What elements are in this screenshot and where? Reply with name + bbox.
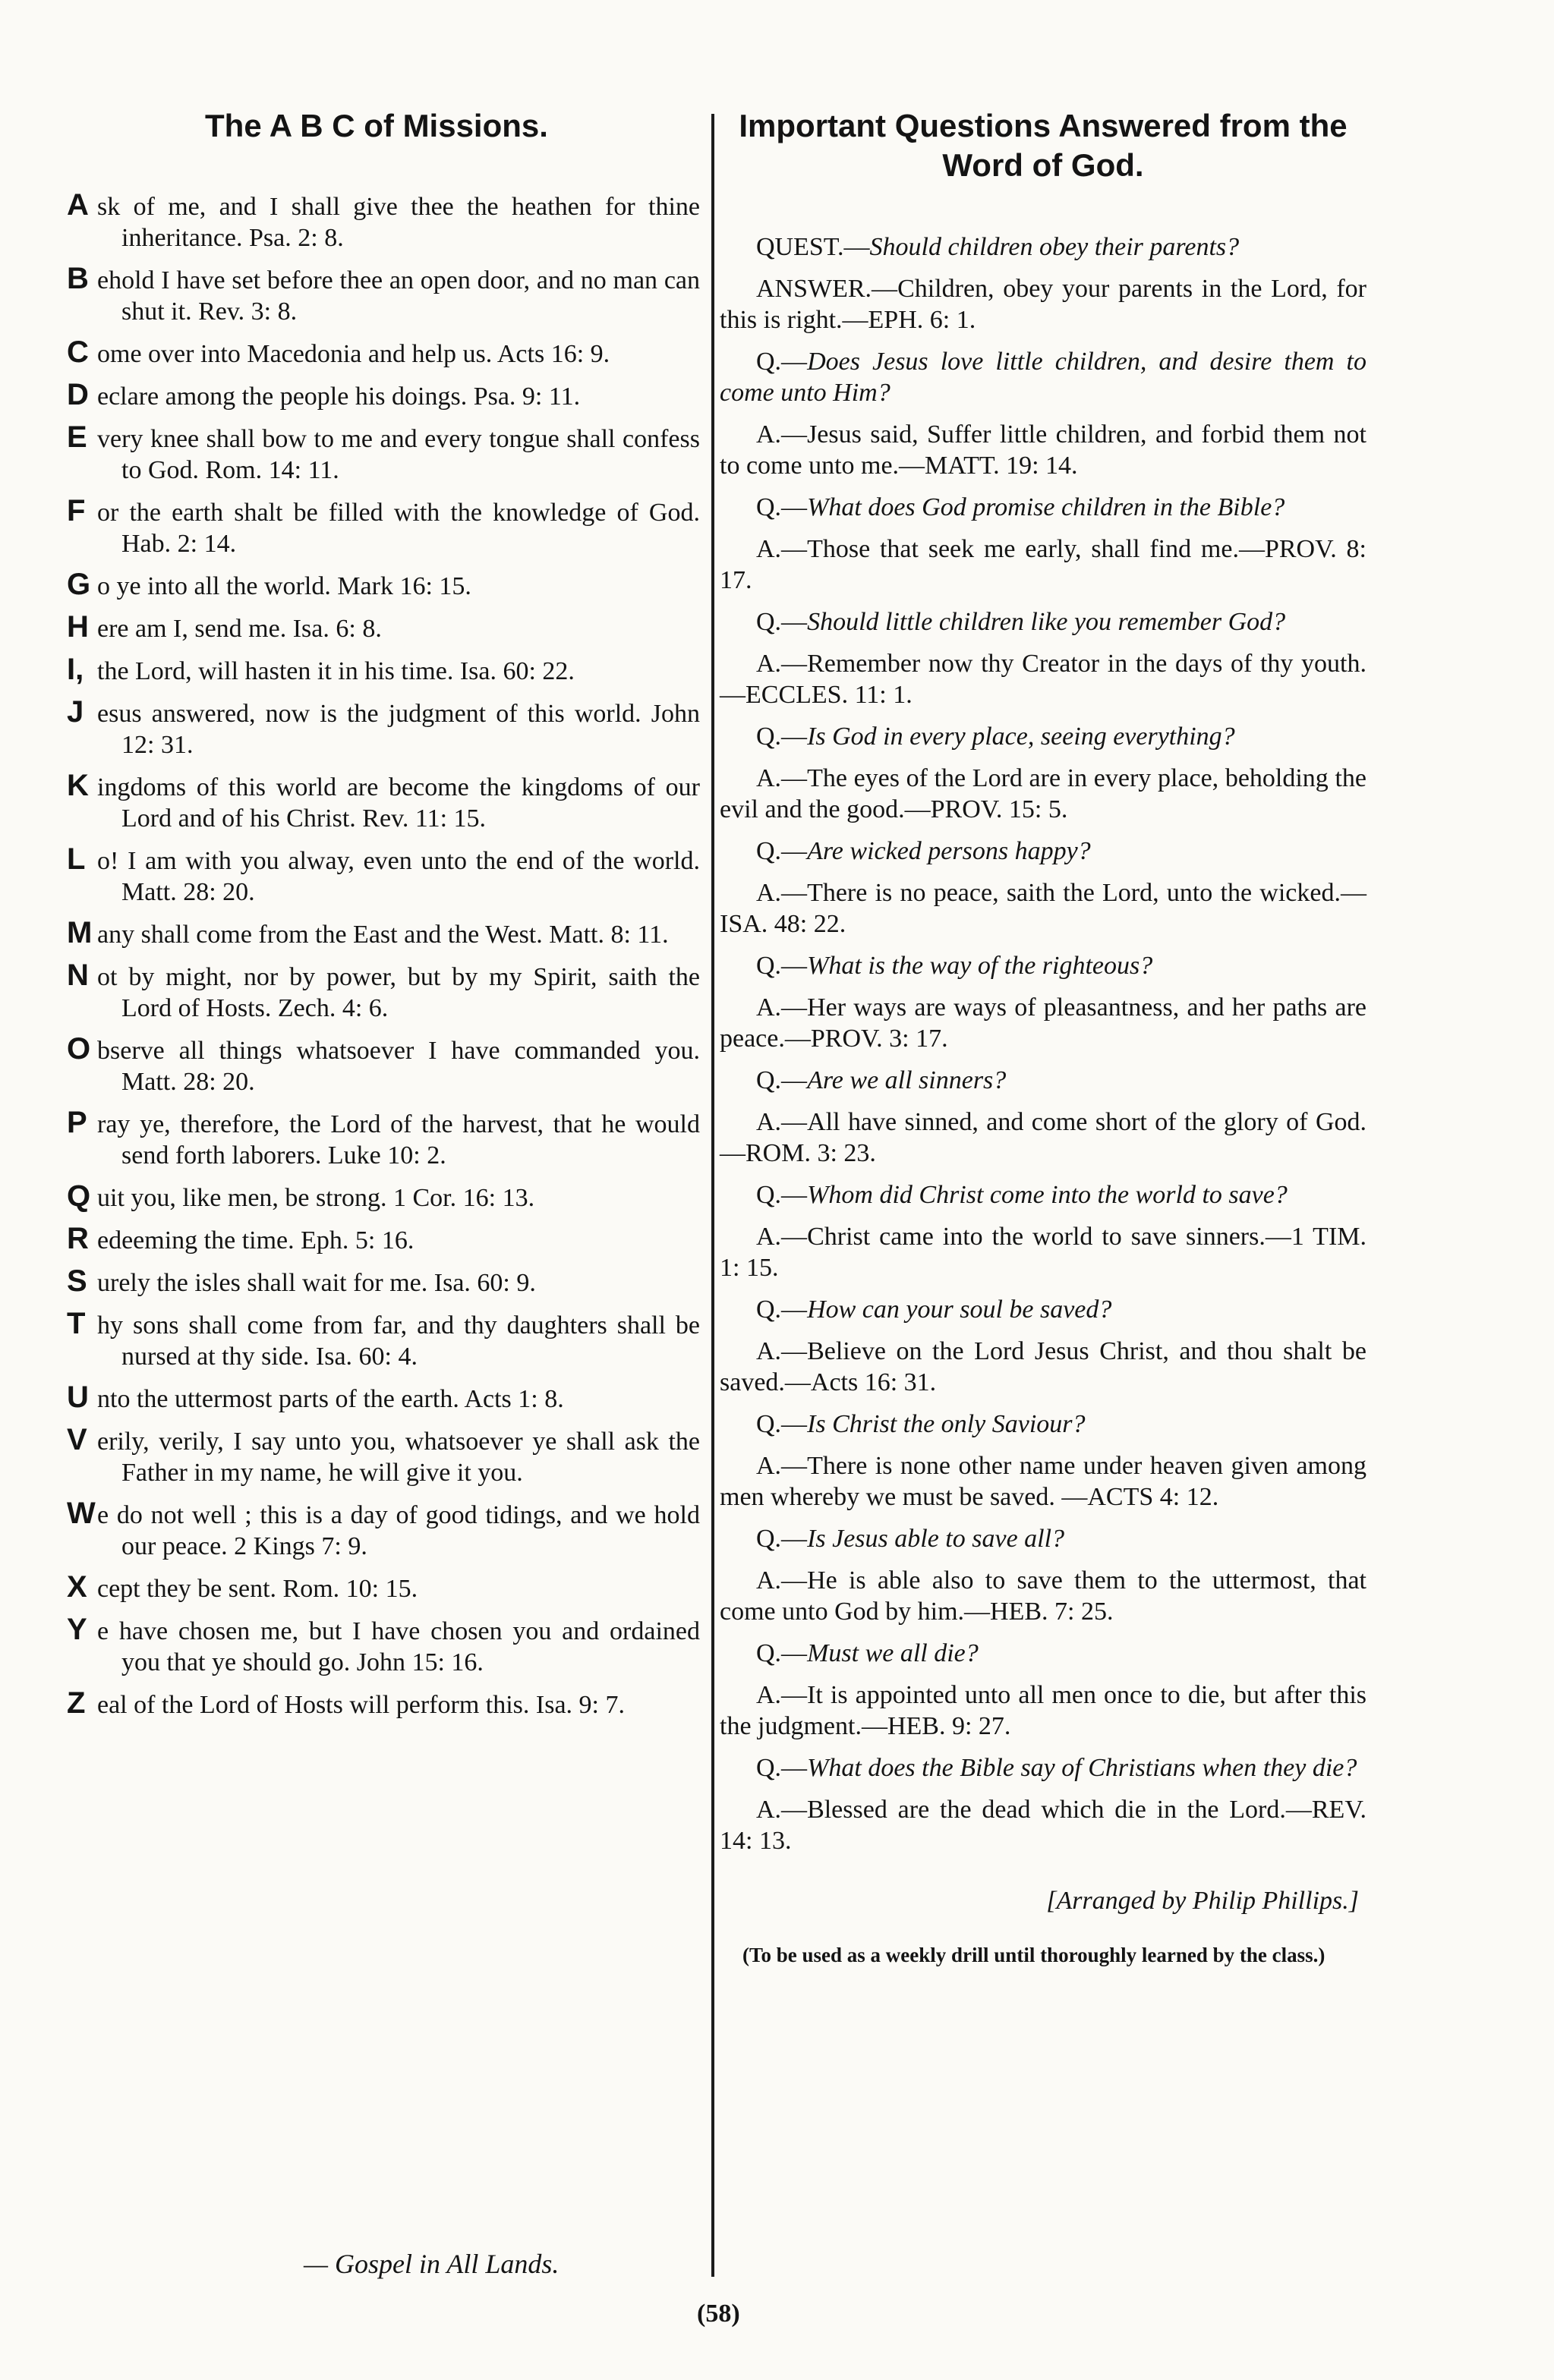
answer (720, 1565, 1366, 1627)
abc-entry-letter: Z (67, 1686, 86, 1720)
abc-entry-text: ot by might, nor by power, but by my Spirit, saith the Lord of Hosts. Zech. 4: 6. (97, 963, 700, 1022)
abc-entry (53, 1498, 700, 1562)
abc-entry (53, 263, 700, 327)
answer-text: He is able also to save them to the uttermost, that come unto God by him.—HEB. 7: 25. (720, 1566, 1366, 1626)
abc-entry (53, 1266, 700, 1299)
answer-text: Jesus said, Suffer little children, and forbid them not to come unto me.—MATT. 19: 14. (720, 420, 1366, 480)
question (720, 1065, 1366, 1096)
question-text: How can your soul be saved? (807, 1295, 1112, 1324)
abc-entry-text: any shall come from the East and the West. Matt. 8: 11. (97, 921, 669, 949)
question-text: What is the way of the righteous? (807, 952, 1153, 980)
abc-entry (53, 844, 700, 908)
answer (720, 1450, 1366, 1513)
question-prefix: Q.— (756, 493, 808, 521)
answer-text: Christ came into the world to save sinners.—1 TIM. 1: 15. (720, 1223, 1366, 1282)
abc-entry (53, 337, 700, 370)
answer-prefix: A.— (756, 650, 808, 678)
abc-entry-letter: L (67, 842, 86, 876)
abc-entry-text: hy sons shall come from far, and thy daughters shall be nursed at thy side. Isa. 60: 4. (97, 1311, 700, 1371)
abc-entry (53, 1223, 700, 1256)
abc-entry (53, 379, 700, 412)
page-number: (58) (697, 2300, 740, 2328)
column-divider (711, 114, 714, 2277)
abc-entry-letter: I, (67, 653, 84, 686)
abc-entry-text: ingdoms of this world are become the kingdoms of our Lord and of his Christ. Rev. 11: 15. (97, 773, 700, 833)
answer-text: There is none other name under heaven given among men whereby we must be saved. —ACTS 4: 12. (720, 1452, 1366, 1511)
answer-prefix: A.— (756, 764, 808, 792)
abc-entry (53, 960, 700, 1024)
abc-entry-letter: H (67, 610, 89, 644)
abc-entry (53, 190, 700, 253)
abc-entry-letter: W (67, 1497, 96, 1530)
question-prefix: QUEST.— (756, 233, 870, 261)
source-credit: — Gospel in All Lands. (304, 2249, 560, 2279)
answer (720, 273, 1366, 335)
answer-prefix: A.— (756, 1337, 808, 1365)
answer-prefix: A.— (756, 1796, 808, 1824)
question-text: Does Jesus love little children, and desire them to come unto Him? (720, 348, 1366, 407)
abc-entry-text: sk of me, and I shall give thee the heathen for thine inheritance. Psa. 2: 8. (97, 193, 700, 252)
question-prefix: Q.— (756, 1639, 808, 1667)
question (720, 231, 1366, 263)
abc-entry-text: uit you, like men, be strong. 1 Cor. 16: 13. (97, 1184, 535, 1212)
question (720, 721, 1366, 752)
answer (720, 534, 1366, 596)
answer (720, 877, 1366, 940)
arranged-by-attribution: [Arranged by Philip Phillips.] (1046, 1887, 1359, 1915)
question-text: Are we all sinners? (807, 1066, 1007, 1094)
question (720, 606, 1366, 638)
answer-text: All have sinned, and come short of the glory of God.—ROM. 3: 23. (720, 1108, 1366, 1167)
abc-entry (53, 1034, 700, 1097)
abc-entry-letter: O (67, 1032, 91, 1066)
abc-entry-letter: P (67, 1106, 87, 1139)
question (720, 1409, 1366, 1440)
abc-entry-letter: U (67, 1380, 89, 1414)
answer-prefix: ANSWER.— (756, 275, 898, 303)
answer (720, 1680, 1366, 1742)
question-answer-list (720, 231, 1366, 1856)
answer-prefix: A.— (756, 1452, 808, 1480)
abc-column-title: The A B C of Missions. (205, 108, 548, 143)
answer-text: It is appointed unto all men once to die, but after this the judgment.—HEB. 9: 27. (720, 1681, 1366, 1740)
abc-entry-text: e do not well ; this is a day of good tidings, and we hold our peace. 2 Kings 7: 9. (97, 1501, 700, 1560)
question-prefix: Q.— (756, 1181, 808, 1209)
abc-entry-text: erily, verily, I say unto you, whatsoever ye shall ask the Father in my name, he will give it you. (97, 1428, 700, 1487)
abc-entry-letter: G (67, 568, 91, 601)
abc-entry (53, 569, 700, 602)
question-prefix: Q.— (756, 1066, 808, 1094)
answer (720, 419, 1366, 481)
abc-entry-text: cept they be sent. Rom. 10: 15. (97, 1575, 418, 1603)
question (720, 1294, 1366, 1325)
abc-entry-letter: Q (67, 1179, 91, 1213)
abc-entry (53, 654, 700, 687)
answer-prefix: A.— (756, 420, 808, 449)
abc-entry-text: eclare among the people his doings. Psa. 9: 11. (97, 382, 581, 411)
abc-entry-text: nto the uttermost parts of the earth. Acts 1: 8. (97, 1385, 564, 1413)
answer (720, 648, 1366, 710)
answer-prefix: A.— (756, 1223, 808, 1251)
abc-of-missions-column (53, 106, 700, 1730)
abc-entry-text: o! I am with you alway, even unto the end of the world. Matt. 28: 20. (97, 847, 700, 906)
abc-entry-text: ehold I have set before thee an open door, and no man can shut it. Rev. 3: 8. (97, 266, 700, 326)
abc-entry-text: eal of the Lord of Hosts will perform this. Isa. 9: 7. (97, 1691, 625, 1719)
abc-entry (53, 612, 700, 644)
abc-entry-text: or the earth shalt be filled with the knowledge of God. Hab. 2: 14. (97, 499, 700, 558)
abc-entry-text: bserve all things whatsoever I have commanded you. Matt. 28: 20. (97, 1037, 700, 1096)
abc-entry (53, 1181, 700, 1214)
answer-text: Blessed are the dead which die in the Lord.—REV. 14: 13. (720, 1796, 1366, 1855)
answer-text: Those that seek me early, shall find me.—PROV. 8: 17. (720, 535, 1366, 594)
abc-entry-letter: N (67, 959, 89, 992)
abc-entry-letter: V (67, 1423, 87, 1456)
question-text: What does the Bible say of Christians when they die? (807, 1754, 1357, 1782)
abc-entry-text: edeeming the time. Eph. 5: 16. (97, 1226, 415, 1255)
question (720, 836, 1366, 867)
abc-entry-letter: B (67, 262, 89, 295)
abc-entry-letter: K (67, 769, 89, 802)
abc-entry-letter: J (67, 695, 84, 729)
abc-entry-text: ome over into Macedonia and help us. Acts 16: 9. (97, 340, 610, 368)
abc-entry-letter: E (67, 420, 87, 454)
question-text: Is God in every place, seeing everything? (807, 722, 1235, 751)
answer (720, 1794, 1366, 1856)
abc-entry-letter: R (67, 1222, 89, 1255)
question-prefix: Q.— (756, 1410, 808, 1438)
question-prefix: Q.— (756, 952, 808, 980)
answer-text: The eyes of the Lord are in every place, beholding the evil and the good.—PROV. 15: 5. (720, 764, 1366, 823)
questions-column (720, 106, 1366, 1969)
answer-prefix: A.— (756, 1108, 808, 1136)
abc-entry-letter: M (67, 916, 93, 949)
answer (720, 992, 1366, 1054)
question-prefix: Q.— (756, 348, 808, 376)
abc-entry (53, 1572, 700, 1604)
question-prefix: Q.— (756, 1295, 808, 1324)
abc-entry-list (53, 190, 700, 1720)
question-text: Should children obey their parents? (869, 233, 1240, 261)
abc-entry-text: ray ye, therefore, the Lord of the harvest, that he would send forth laborers. Luke 10: 2. (97, 1110, 700, 1170)
questions-column-title: Important Questions Answered from the Word of God. (739, 108, 1348, 183)
abc-entry-text: the Lord, will hasten it in his time. Isa. 60: 22. (97, 657, 575, 685)
abc-entry-letter: T (67, 1307, 86, 1340)
abc-entry-text: very knee shall bow to me and every tongue shall confess to God. Rom. 14: 11. (97, 425, 700, 484)
question (720, 492, 1366, 523)
answer-prefix: A.— (756, 879, 808, 907)
question (720, 1638, 1366, 1669)
abc-entry (53, 422, 700, 486)
answer (720, 1107, 1366, 1169)
abc-entry (53, 1382, 700, 1415)
answer-text: Her ways are ways of pleasantness, and her paths are peace.—PROV. 3: 17. (720, 993, 1366, 1053)
answer-prefix: A.— (756, 993, 808, 1022)
question-text: Whom did Christ come into the world to save? (807, 1181, 1288, 1209)
answer (720, 1221, 1366, 1283)
abc-entry-text: esus answered, now is the judgment of this world. John 12: 31. (97, 700, 700, 759)
answer (720, 1336, 1366, 1398)
abc-entry-letter: X (67, 1570, 87, 1604)
question-text: Should little children like you remember God? (807, 608, 1286, 636)
abc-entry (53, 1688, 700, 1720)
usage-note: (To be used as a weekly drill until thoroughly learned by the class.) (742, 1944, 1325, 1966)
abc-entry-letter: D (67, 378, 89, 411)
answer-text: Remember now thy Creator in the days of thy youth.—ECCLES. 11: 1. (720, 650, 1366, 709)
question (720, 1752, 1366, 1783)
abc-entry-letter: F (67, 494, 86, 527)
abc-entry-text: urely the isles shall wait for me. Isa. 60: 9. (97, 1269, 536, 1297)
answer-prefix: A.— (756, 1566, 808, 1595)
answer-text: Children, obey your parents in the Lord, for this is right.—EPH. 6: 1. (720, 275, 1366, 334)
answer-prefix: A.— (756, 1681, 808, 1709)
abc-entry-text: ere am I, send me. Isa. 6: 8. (97, 615, 382, 643)
abc-entry (53, 770, 700, 834)
question (720, 1523, 1366, 1554)
abc-entry-letter: C (67, 335, 89, 369)
abc-entry (53, 1614, 700, 1678)
abc-entry (53, 1425, 700, 1488)
answer-text: There is no peace, saith the Lord, unto the wicked.—ISA. 48: 22. (720, 879, 1366, 938)
abc-entry (53, 1107, 700, 1171)
question (720, 950, 1366, 981)
abc-entry-letter: S (67, 1264, 87, 1298)
abc-entry (53, 918, 700, 950)
question (720, 346, 1366, 408)
abc-entry-text: e have chosen me, but I have chosen you and ordained you that ye should go. John 15: 16. (97, 1617, 700, 1676)
abc-entry-letter: A (67, 188, 89, 222)
question-text: Is Christ the only Saviour? (807, 1410, 1086, 1438)
question-prefix: Q.— (756, 1525, 808, 1553)
answer (720, 763, 1366, 825)
abc-entry-letter: Y (67, 1613, 87, 1646)
abc-entry (53, 697, 700, 760)
question-text: Are wicked persons happy? (807, 837, 1091, 865)
answer-prefix: A.— (756, 535, 808, 563)
abc-entry (53, 496, 700, 559)
question-prefix: Q.— (756, 837, 808, 865)
question-text: What does God promise children in the Bible? (807, 493, 1285, 521)
abc-entry (53, 1308, 700, 1372)
abc-entry-text: o ye into all the world. Mark 16: 15. (97, 572, 471, 600)
question-text: Must we all die? (807, 1639, 979, 1667)
question-text: Is Jesus able to save all? (807, 1525, 1065, 1553)
question-prefix: Q.— (756, 608, 808, 636)
question-prefix: Q.— (756, 722, 808, 751)
answer-text: Believe on the Lord Jesus Christ, and thou shalt be saved.—Acts 16: 31. (720, 1337, 1366, 1396)
question-prefix: Q.— (756, 1754, 808, 1782)
question (720, 1179, 1366, 1210)
